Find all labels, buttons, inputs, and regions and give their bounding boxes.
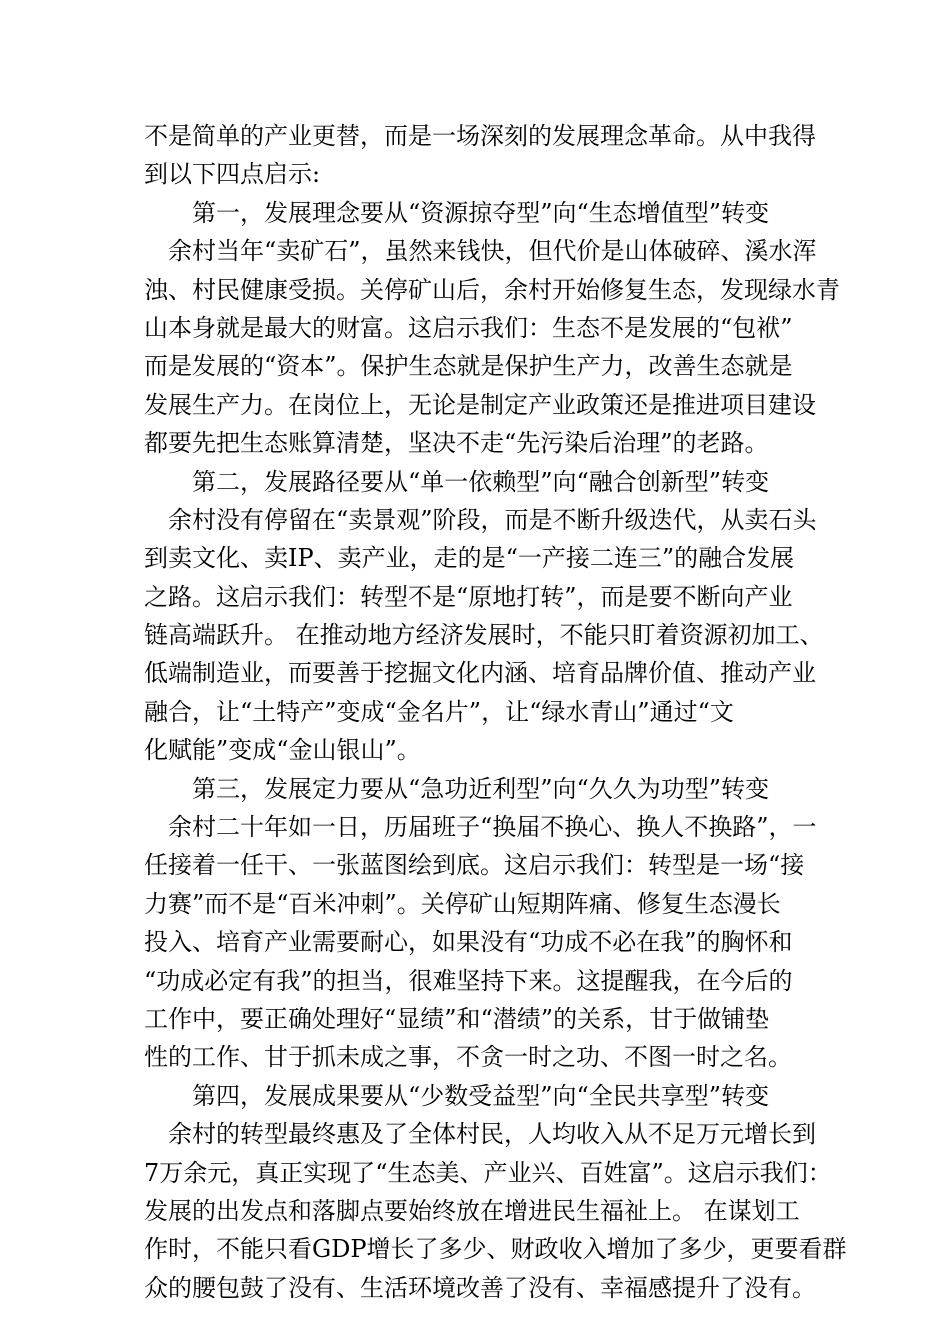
- text-line: 余村的转型最终惠及了全体村民，人均收入从不足万元增长到: [144, 1120, 816, 1149]
- text-line: 之路。这启示我们：转型不是“原地打转”，而是要不断向产业: [144, 582, 793, 611]
- section-heading-3: 第三，发展定力要从“急功近利型”向“久久为功型”转变: [144, 774, 770, 803]
- text-line: 作时，不能只看GDP增长了多少、财政收入增加了多少，更要看群: [144, 1235, 847, 1264]
- text-line: 化赋能”变成“金山银山”。: [144, 736, 421, 765]
- text-line: 山本身就是最大的财富。这启示我们：生态不是发展的“包袱”: [144, 313, 793, 342]
- text-line: 到以下四点启示:: [144, 160, 321, 189]
- text-line: 浊、村民健康受损。关停矿山后，余村开始修复生态，发现绿水青: [144, 275, 840, 304]
- text-line: 余村二十年如一日，历届班子“换届不换心、换人不换路”，一: [144, 813, 817, 842]
- text-line: 众的腰包鼓了没有、生活环境改善了没有、幸福感提升了没有。: [144, 1273, 816, 1302]
- text-line: 力赛”而不是“百米冲刺”。关停矿山短期阵痛、修复生态漫长: [144, 889, 781, 918]
- text-line: 融合，让“土特产”变成“金名片”，让“绿水青山”通过“文: [144, 697, 734, 726]
- text-line: 不是简单的产业更替，而是一场深刻的发展理念革命。从中我得: [144, 122, 816, 150]
- text-line: 工作中，要正确处理好“显绩”和“潜绩”的关系，甘于做铺垫: [144, 1004, 770, 1033]
- text-line: 链高端跃升。 在推动地方经济发展时，不能只盯着资源初加工、: [144, 621, 824, 650]
- text-line: 任接着一任干、一张蓝图绘到底。这启示我们：转型是一场“接: [144, 851, 805, 880]
- text-line: 而是发展的“资本”。保护生态就是保护生产力，改善生态就是: [144, 352, 793, 381]
- section-heading-1: 第一，发展理念要从“资源掠夺型”向“生态增值型”转变: [144, 198, 770, 227]
- section-heading-4: 第四，发展成果要从“少数受益型”向“全民共享型”转变: [144, 1081, 770, 1110]
- text-line: 余村当年“卖矿石”，虽然来钱快，但代价是山体破碎、溪水浑: [144, 237, 817, 266]
- text-line: 都要先把生态账算清楚，坚决不走“先污染后治理”的老路。: [144, 429, 769, 458]
- text-line: 发展生产力。在岗位上，无论是制定产业政策还是推进项目建设: [144, 390, 816, 419]
- body-text: [144, 117, 847, 1307]
- text-line: 低端制造业，而要善于挖掘文化内涵、培育品牌价值、推动产业: [144, 659, 816, 688]
- text-line: 7万余元，真正实现了“生态美、产业兴、百姓富”。这启示我们：: [144, 1158, 832, 1187]
- text-line: 性的工作、甘于抓未成之事，不贪一时之功、不图一时之名。: [144, 1043, 792, 1072]
- text-line: 发展的出发点和落脚点要始终放在增进民生福祉上。 在谋划工: [144, 1196, 800, 1225]
- text-line: 余村没有停留在“卖景观”阶段，而是不断升级迭代，从卖石头: [144, 505, 817, 534]
- text-line: “功成必定有我”的担当，很难坚持下来。这提醒我，在今后的: [144, 966, 793, 995]
- text-line: 投入、培育产业需要耐心，如果没有“功成不必在我”的胸怀和: [144, 928, 793, 957]
- section-heading-2: 第二，发展路径要从“单一依赖型”向“融合创新型”转变: [144, 467, 770, 496]
- text-line: 到卖文化、卖IP、卖产业，走的是“一产接二连三”的融合发展: [144, 544, 795, 573]
